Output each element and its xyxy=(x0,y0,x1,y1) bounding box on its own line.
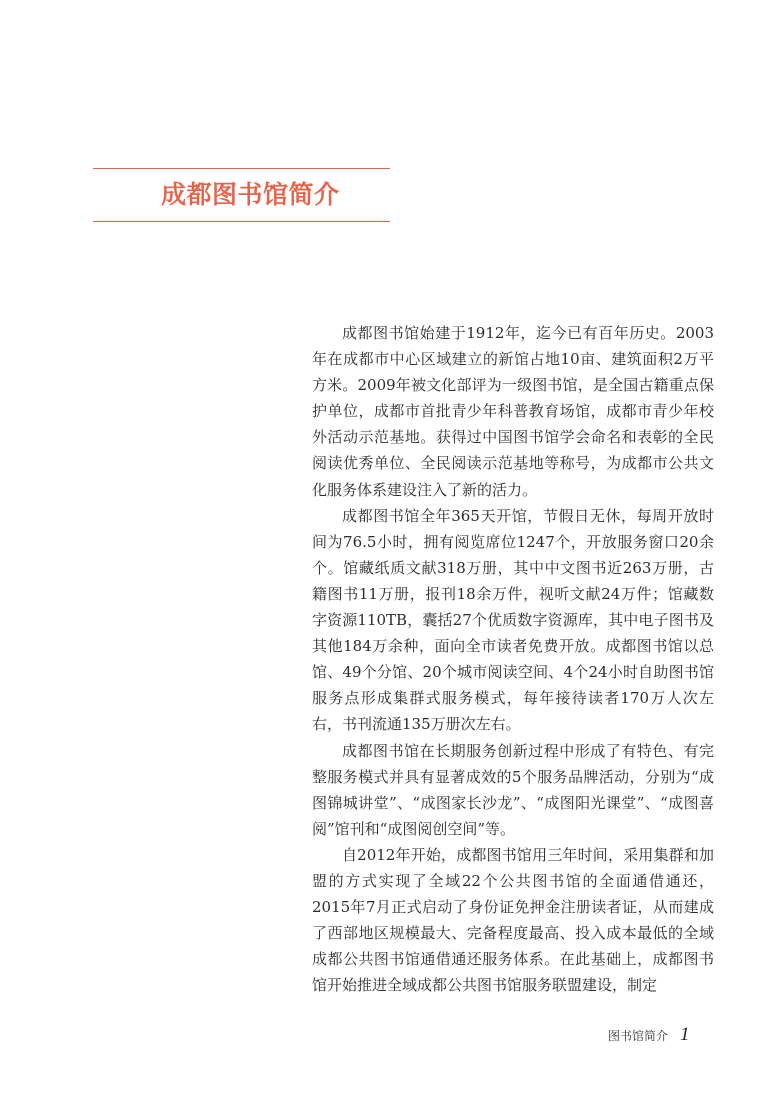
paragraph-collections: 成都图书馆全年365天开馆，节假日无休，每周开放时间为76.5小时，拥有阅览席位1247个，开放服务窗口20余个。馆藏纸质文献318万册，其中中文图书近263万册，古籍图书11万册，报刊18余万件，视听文献24万件；馆藏数字资源110TB，囊括27个优质数字资源库，其中电子图书及其他184万余种，面向全市读者免费开放。成都图书馆以总馆、49个分馆、20个城市阅读空间、4个24小时自助图书馆服务点形成集群式服务模式，每年接待读者170万人次左右，书刊流通135万册次左右。 xyxy=(312,506,714,734)
paragraph-lending-network: 自2012年开始，成都图书馆用三年时间，采用集群和加盟的方式实现了全域22个公共图书馆的全面通借通还，2015年7月正式启动了身份证免押金注册读者证，从而建成了西部地区规模最大、完备程度最高、投入成本最低的全域成都公共图书馆通借通还服务体系。在此基础上，成都图书馆开始推进全域成都公共图书馆服务联盟建设，制定 xyxy=(312,845,714,995)
chapter-title-block xyxy=(93,168,390,222)
title-top-rule xyxy=(93,168,390,169)
chapter-title: 成都图书馆简介 xyxy=(161,180,340,209)
title-bottom-rule xyxy=(93,221,390,222)
paragraph-history: 成都图书馆始建于1912年，迄今已有百年历史。2003年在成都市中心区域建立的新馆占地10亩、建筑面积2万平方米。2009年被文化部评为一级图书馆，是全国古籍重点保护单位，成都市首批青少年科普教育场馆，成都市青少年校外活动示范基地。获得过中国图书馆学会命名和表彰的全民阅读优秀单位、全民阅读示范基地等称号，为成都市公共文化服务体系建设注入了新的活力。 xyxy=(312,324,714,499)
page-footer xyxy=(608,1024,690,1046)
body-text xyxy=(312,320,714,998)
running-footer-label: 图书馆简介 xyxy=(608,1029,669,1043)
page-number: 1 xyxy=(680,1024,690,1045)
paragraph-service-brands: 成都图书馆在长期服务创新过程中形成了有特色、有完整服务模式并具有显著成效的5个服务品牌活动，分别为“成图锦城讲堂”、“成图家长沙龙”、“成图阳光课堂”、“成图喜阅”馆刊和“成图阅创空间”等。 xyxy=(312,741,714,838)
